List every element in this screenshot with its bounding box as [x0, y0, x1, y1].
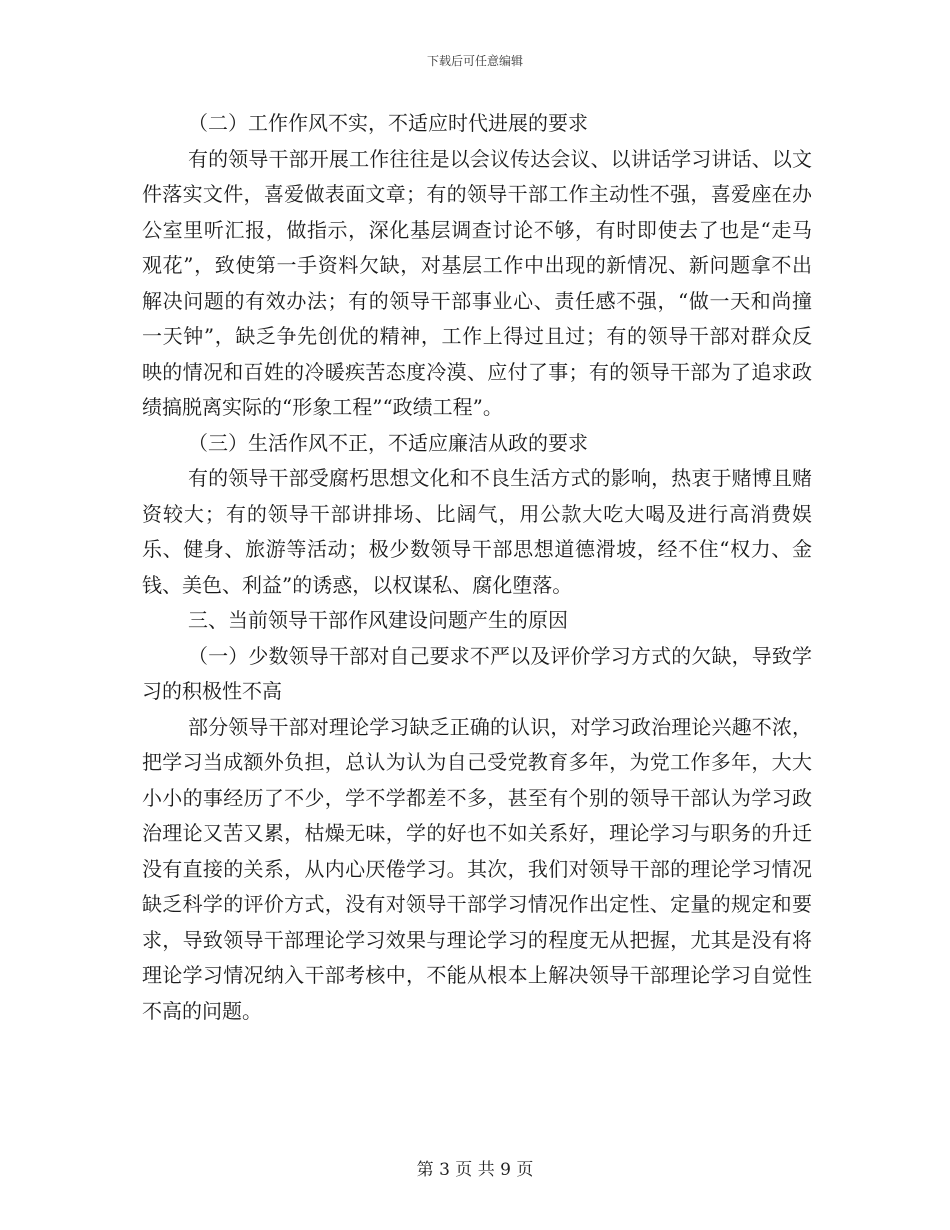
chapter-heading-3: 三、当前领导干部作风建设问题产生的原因 [188, 608, 568, 632]
body-paragraph: 部分领导干部对理论学习缺乏正确的认识，对学习政治理论兴趣不浓，把学习当成额外负担，总认为认为自己受党教育多年，为党工作多年，大大小小的事经历了不少，学不学都差不多，甚至有个别的领导干部认为学习政治理论又苦又累，枯燥无味，学的好也不如关系好，理论学习与职务的升迁没有直接的关系，从内心厌倦学习。其次，我们对领导干部的理论学习情况缺乏科学的评价方式，没有对领导干部学习情况作出定性、定量的规定和要求，导致领导干部理论学习效果与理论学习的程度无从把握，尤其是没有将理论学习情况纳入干部考核中，不能从根本上解决领导干部理论学习自觉性不高的问题。 [142, 714, 812, 1023]
page-number: 第 3 页 共 9 页 [416, 1160, 534, 1180]
section-heading-2: （二）工作作风不实，不适应时代进展的要求 [188, 111, 588, 135]
section-heading-3: （三）生活作风不正，不适应廉洁从政的要求 [188, 430, 588, 455]
body-paragraph: 有的领导干部开展工作往往是以会议传达会议、以讲话学习讲话、以文件落实文件，喜爱做表面文章；有的领导干部工作主动性不强，喜爱座在办公室里听汇报，做指示，深化基层调查讨论不够，有时即使去了也是“走马观花”，致使第一手资料欠缺，对基层工作中出现的新情况、新问题拿不出解决问题的有效办法；有的领导干部事业心、责任感不强，“做一天和尚撞一天钟”，缺乏争先创优的精神，工作上得过且过；有的领导干部对群众反映的情况和百姓的冷暖疾苦态度冷漠、应付了事；有的领导干部为了追求政绩搞脱离实际的“形象工程”“政绩工程”。 [142, 146, 812, 419]
body-paragraph: 有的领导干部受腐朽思想文化和不良生活方式的影响，热衷于赌博且赌资较大；有的领导干部讲排场、比阔气，用公款大吃大喝及进行高消费娱乐、健身、旅游等活动；极少数领导干部思想道德滑坡，经不住“权力、金钱、美色、利益”的诱惑，以权谋私、腐化堕落。 [142, 466, 812, 597]
page-header: 下载后可任意编辑 [426, 54, 523, 68]
section-heading-1: （一）少数领导干部对自己要求不严以及评价学习方式的欠缺，导致学习的积极性不高 [142, 643, 812, 703]
document-body [142, 106, 812, 1029]
